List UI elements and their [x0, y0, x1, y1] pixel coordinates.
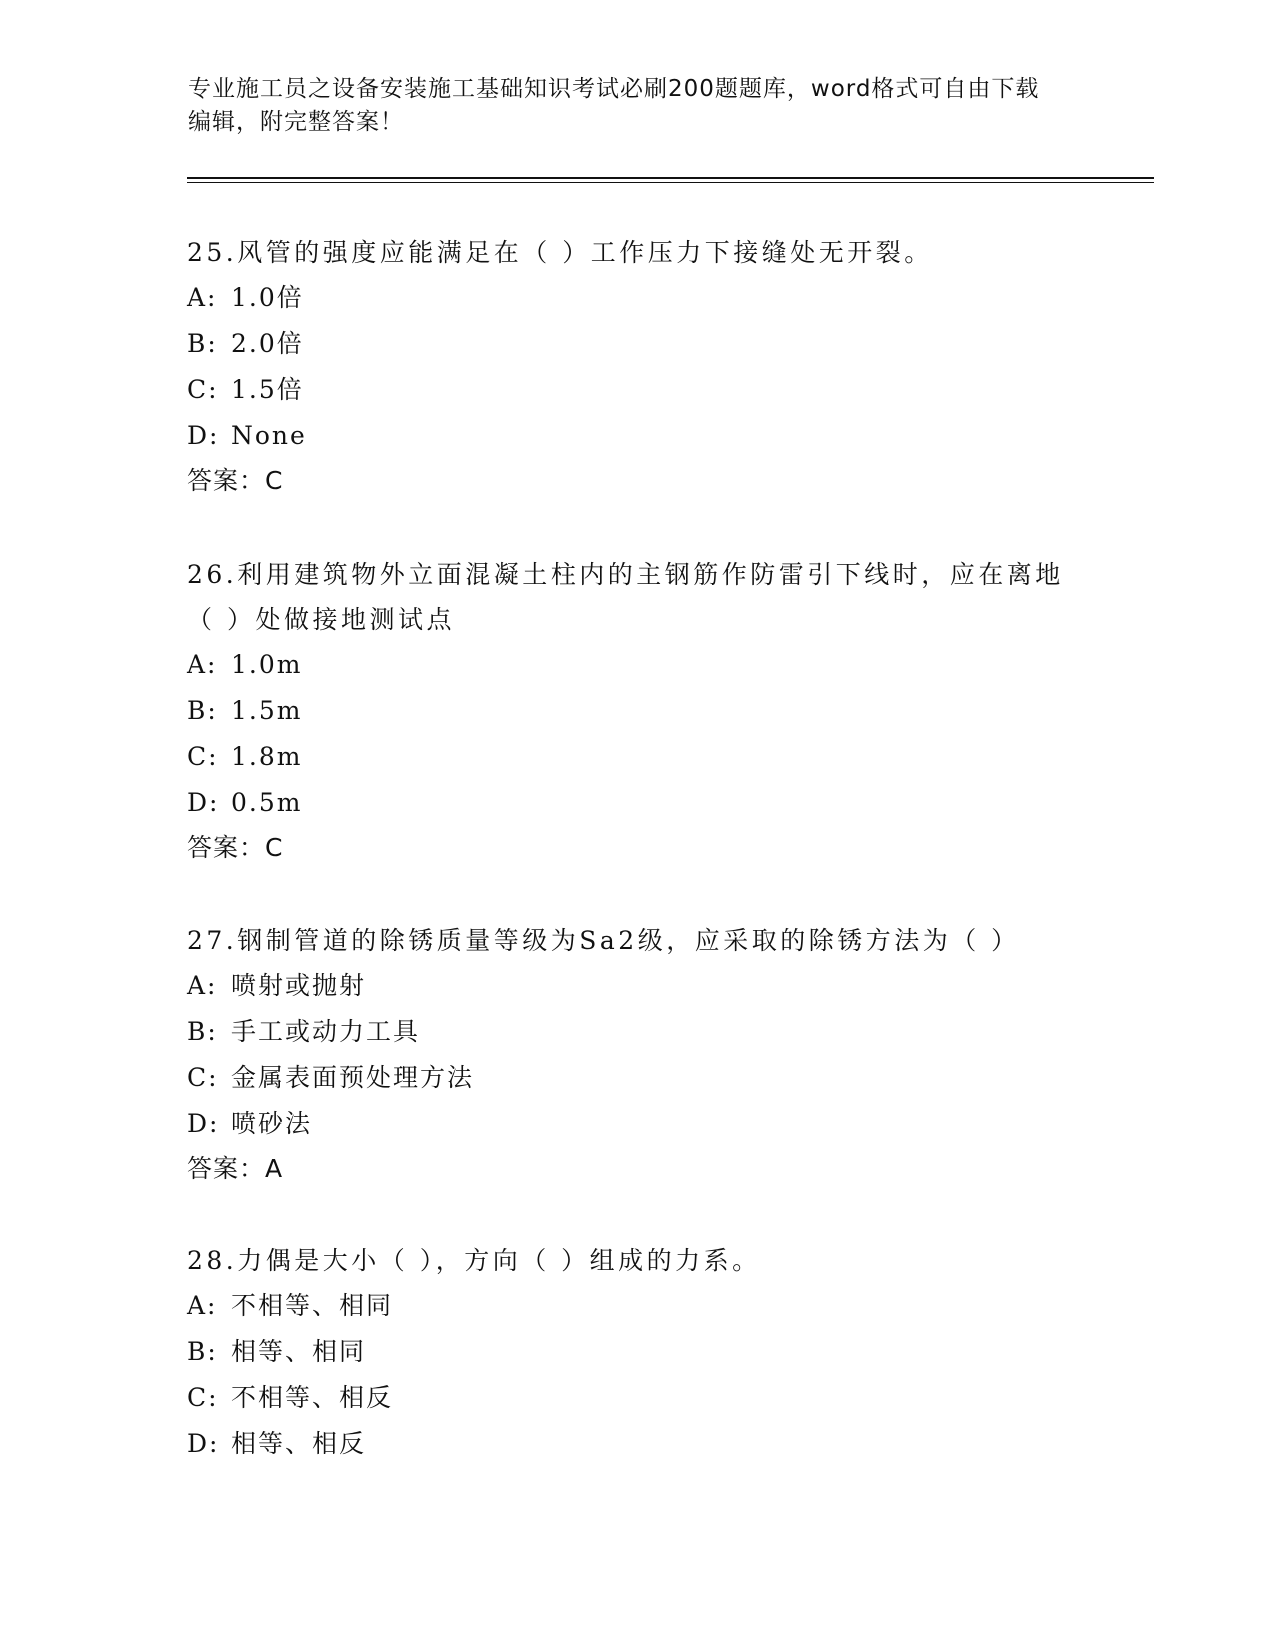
option-c	[187, 367, 1087, 413]
question-26	[187, 552, 1087, 870]
option-text: 0.5m	[231, 788, 303, 817]
answer-key: 答案：A	[187, 1154, 284, 1183]
answer-key: 答案：C	[187, 466, 284, 495]
option-letter: A:	[187, 1291, 218, 1320]
option-letter: B:	[187, 329, 218, 358]
document-header	[188, 73, 1088, 139]
question-28	[187, 1238, 1087, 1467]
option-letter: C:	[187, 742, 219, 771]
question-stem: 25.风管的强度应能满足在（ ）工作压力下接缝处无开裂。	[187, 238, 933, 267]
option-c	[187, 1375, 1087, 1421]
header-divider-bottom	[187, 182, 1154, 183]
option-text: 喷射或抛射	[231, 971, 367, 1000]
option-d	[187, 780, 1087, 826]
option-c	[187, 1055, 1087, 1101]
option-text: 金属表面预处理方法	[231, 1063, 475, 1092]
option-a	[187, 963, 1087, 1009]
option-a	[187, 1283, 1087, 1329]
question-stem: 28.力偶是大小（ ），方向（ ）组成的力系。	[187, 1246, 761, 1275]
option-b	[187, 1009, 1087, 1055]
option-letter: A:	[187, 283, 218, 312]
question-27	[187, 918, 1087, 1191]
header-line-1: 专业施工员之设备安装施工基础知识考试必刷200题题库，word格式可自由下载	[188, 76, 1040, 102]
option-text: 相等、相反	[231, 1429, 367, 1458]
option-text: 1.0倍	[231, 283, 304, 312]
header-line-2: 编辑，附完整答案！	[188, 109, 404, 135]
option-text: 不相等、相反	[231, 1383, 394, 1412]
option-text: 1.5m	[231, 696, 303, 725]
option-b	[187, 688, 1087, 734]
question-stem-line-1: 26.利用建筑物外立面混凝土柱内的主钢筋作防雷引下线时，应在离地	[187, 560, 1064, 589]
option-letter: D:	[187, 1109, 220, 1138]
option-letter: C:	[187, 1063, 219, 1092]
option-letter: A:	[187, 971, 218, 1000]
option-letter: C:	[187, 1383, 219, 1412]
option-c	[187, 734, 1087, 780]
question-stem-line-2: （ ）处做接地测试点	[187, 605, 455, 634]
option-text: 1.0m	[231, 650, 303, 679]
option-a	[187, 275, 1087, 321]
question-stem: 27.钢制管道的除锈质量等级为Sa2级，应采取的除锈方法为（ ）	[187, 926, 1020, 955]
option-d	[187, 1421, 1087, 1467]
option-letter: A:	[187, 650, 218, 679]
option-text: 1.8m	[231, 742, 303, 771]
option-letter: B:	[187, 696, 218, 725]
option-d	[187, 413, 1087, 459]
option-letter: D:	[187, 1429, 220, 1458]
question-25	[187, 230, 1087, 503]
option-letter: C:	[187, 375, 219, 404]
option-text: None	[231, 421, 307, 450]
option-text: 喷砂法	[231, 1109, 313, 1138]
option-text: 不相等、相同	[231, 1291, 394, 1320]
option-letter: B:	[187, 1017, 218, 1046]
option-text: 相等、相同	[231, 1337, 367, 1366]
answer-key: 答案：C	[187, 833, 284, 862]
option-text: 2.0倍	[231, 329, 304, 358]
option-letter: D:	[187, 788, 220, 817]
option-letter: D:	[187, 421, 220, 450]
option-a	[187, 642, 1087, 688]
header-divider-top	[187, 177, 1154, 179]
option-letter: B:	[187, 1337, 218, 1366]
option-d	[187, 1101, 1087, 1147]
option-text: 1.5倍	[231, 375, 304, 404]
option-text: 手工或动力工具	[231, 1017, 421, 1046]
option-b	[187, 1329, 1087, 1375]
option-b	[187, 321, 1087, 367]
